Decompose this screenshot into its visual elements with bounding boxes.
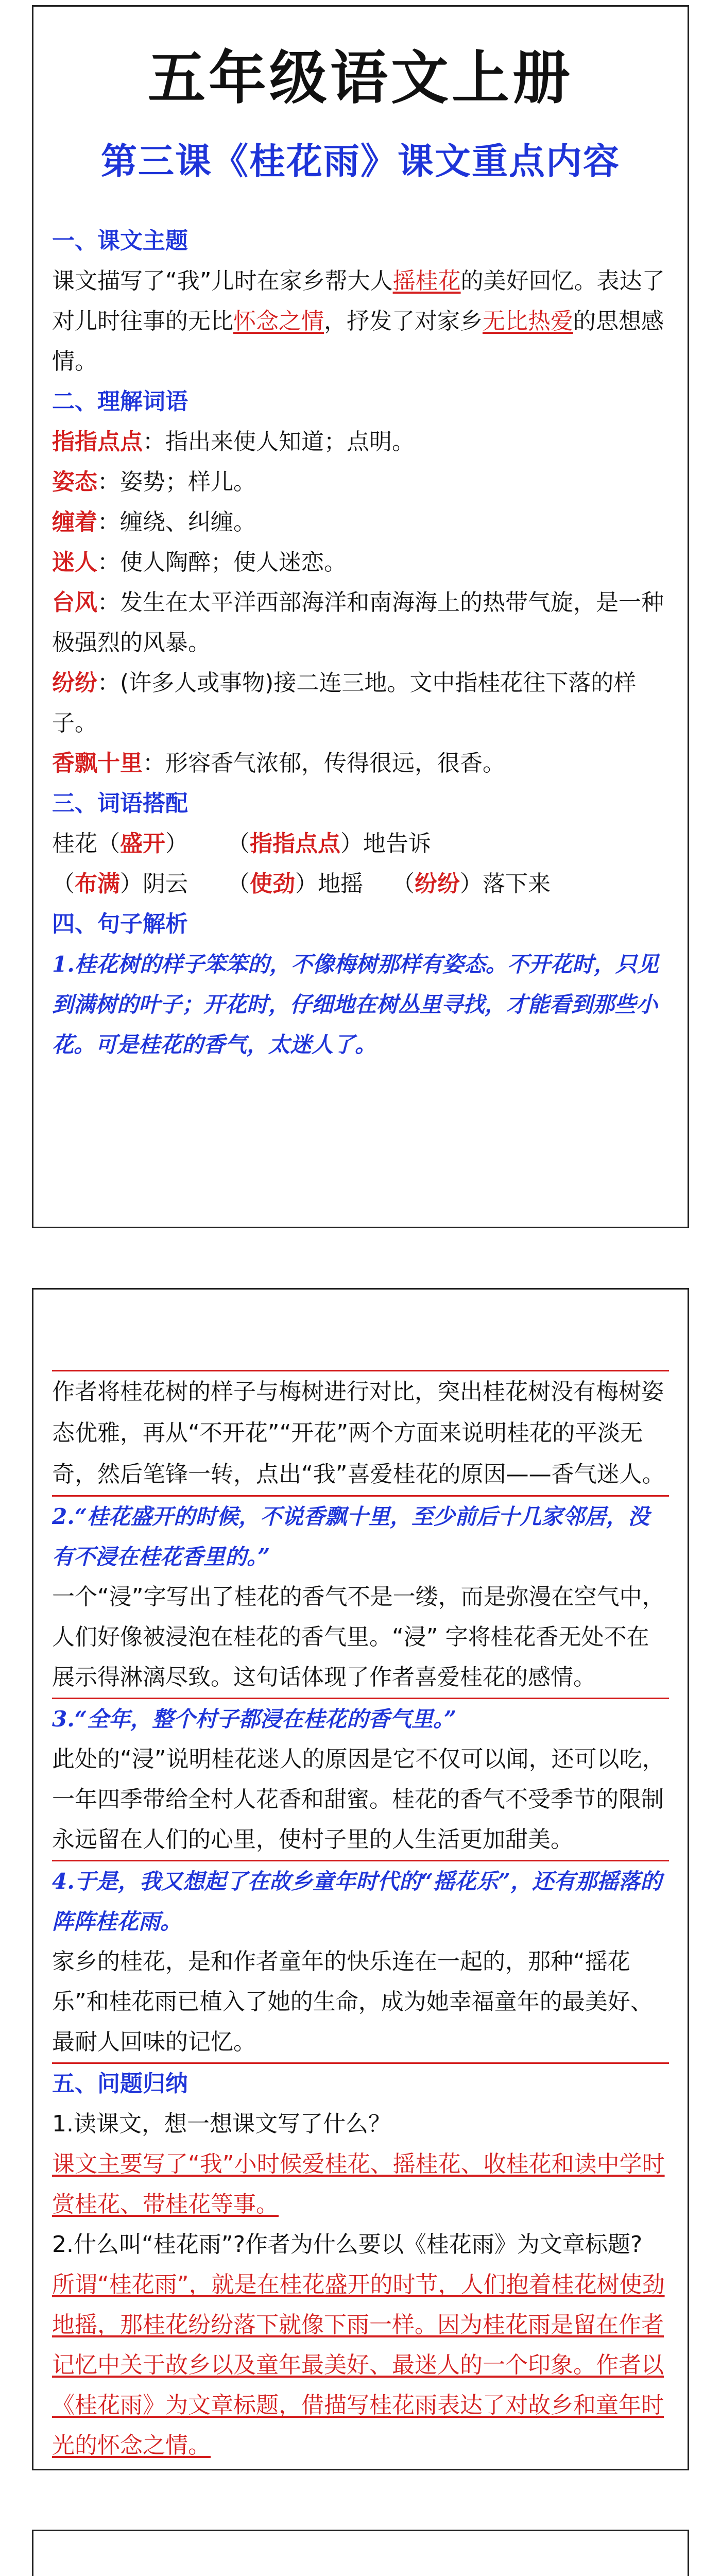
sentence-analysis: 一个“浸”字写出了桂花的香气不是一缕，而是弥漫在空气中，人们好像被浸泡在桂花的香气里。“浸” 字将桂花香无处不在展示得淋漓尽致。这句话体现了作者喜爱桂花的感情。 xyxy=(52,1577,669,1699)
answer-continued xyxy=(52,2573,669,2576)
vocab-item xyxy=(52,543,669,583)
vocab-def: ：使人陶醉；使人迷恋。 xyxy=(97,549,347,575)
vocab-item xyxy=(52,462,669,502)
section-sentences xyxy=(52,904,669,1065)
vocab-term: 姿态 xyxy=(52,469,97,495)
vocab-term: 香飘十里 xyxy=(52,750,143,776)
collocation-text: ） xyxy=(165,831,188,857)
page-title: 五年级语文上册 xyxy=(148,44,573,112)
vocab-def: ：(许多人或事物)接二连三地。文中指桂花往下落的样子。 xyxy=(52,670,637,736)
section-vocabulary xyxy=(52,382,669,784)
page-2 xyxy=(32,1288,689,2470)
vocab-item xyxy=(52,663,669,743)
answer: 课文主要写了“我”小时候爱桂花、摇桂花、收桂花和读中学时赏桂花、带桂花等事。 xyxy=(52,2151,665,2217)
section-heading: 一、课文主题 xyxy=(52,228,188,254)
section-heading: 五、问题归纳 xyxy=(52,2071,188,2097)
collocation-item xyxy=(227,864,392,904)
collocation-text: （ xyxy=(52,871,75,897)
vocab-item xyxy=(52,583,669,663)
collocation-text: （ xyxy=(227,831,250,857)
collocation-text: （ xyxy=(227,871,250,897)
sentence-quote: 2.“桂花盛开的时候，不说香飘十里，至少前后十几家邻居，没有不浸在桂花香里的。” xyxy=(52,1504,650,1569)
vocab-item xyxy=(52,502,669,543)
collocation-item xyxy=(52,824,227,864)
collocation-item xyxy=(227,824,431,864)
theme-text-part: 课文描写了“我”儿时在家乡帮大人 xyxy=(52,268,393,294)
theme-highlight: 怀念之情 xyxy=(233,308,324,334)
vocab-item xyxy=(52,422,669,462)
vocab-term: 纷纷 xyxy=(52,670,97,696)
vocab-term: 台风 xyxy=(52,589,97,616)
collocation-text: 桂花（ xyxy=(52,831,120,857)
section-heading: 二、理解词语 xyxy=(52,388,188,415)
collocation-text: ）落下来 xyxy=(460,871,551,897)
collocation-answer: 使劲 xyxy=(250,871,295,897)
vocab-item xyxy=(52,743,669,784)
collocation-item xyxy=(52,864,227,904)
answer: 所谓“桂花雨”，就是在桂花盛开的时节，人们抱着桂花树使劲地摇，那桂花纷纷落下就像下雨一样。因为桂花雨是留在作者记忆中关于故乡以及童年最美好、最迷人的一个印象。作者以《桂花雨》为文章标题，借描写桂花雨表达了对故乡和童年时光的怀念之情。 xyxy=(52,2272,665,2459)
collocation-text: ）地摇 xyxy=(295,871,363,897)
collocation-text: （ xyxy=(392,871,415,897)
section-theme xyxy=(52,221,669,382)
theme-text-part: ，抒发了对家乡 xyxy=(324,308,483,334)
question: 2.什么叫“桂花雨”?作者为什么要以《桂花雨》为文章标题? xyxy=(52,2231,643,2258)
vocab-term: 迷人 xyxy=(52,549,97,575)
vocab-def: ：指出来使人知道；点明。 xyxy=(143,429,415,455)
sentence-quote: 4.于是，我又想起了在故乡童年时代的“摇花乐”，还有那摇落的阵阵桂花雨。 xyxy=(52,1869,662,1934)
vocab-def: ：缠绕、纠缠。 xyxy=(97,509,256,535)
theme-text xyxy=(52,261,669,382)
section-heading: 四、句子解析 xyxy=(52,911,188,937)
vocab-term: 指指点点 xyxy=(52,429,143,455)
sentence-analysis: 作者将桂花树的样子与梅树进行对比，突出桂花树没有梅树姿态优雅，再从“不开花”“开花”两个方面来说明桂花的平淡无奇，然后笔锋一转，点出“我”喜爱桂花的原因——香气迷人。 xyxy=(52,1370,669,1497)
collocation-answer: 指指点点 xyxy=(250,831,340,857)
theme-text-part: 的美好回忆。表达了对儿时往事的无比 xyxy=(52,268,665,334)
lesson-subtitle: 第三课《桂花雨》课文重点内容 xyxy=(101,140,620,182)
page-3 xyxy=(32,2530,689,2576)
sentence-analysis: 此处的“浸”说明桂花迷人的原因是它不仅可以闻，还可以吃，一年四季带给全村人花香和甜蜜。桂花的香气不受季节的限制永远留在人们的心里，使村子里的人生活更加甜美。 xyxy=(52,1739,669,1861)
vocab-def: ：姿势；样儿。 xyxy=(97,469,256,495)
vocab-def: ：形容香气浓郁，传得很远，很香。 xyxy=(143,750,505,776)
theme-highlight: 摇桂花 xyxy=(392,268,461,294)
page-1 xyxy=(32,5,689,1228)
theme-text-part: 的思想感情。 xyxy=(52,308,664,375)
collocation-text: ）地告诉 xyxy=(340,831,431,857)
sentence-analysis: 家乡的桂花，是和作者童年的快乐连在一起的，那种“摇花乐”和桂花雨已植入了她的生命，成为她幸福童年的最美好、最耐人回味的记忆。 xyxy=(52,1942,669,2064)
collocation-answer: 纷纷 xyxy=(415,871,460,897)
section-collocations xyxy=(52,784,669,904)
collocation-row xyxy=(52,824,669,864)
section-heading: 三、词语搭配 xyxy=(52,790,188,817)
collocation-text: ）阴云 xyxy=(120,871,188,897)
sentence-quote: 1.桂花树的样子笨笨的，不像梅树那样有姿态。不开花时，只见到满树的叶子；开花时，仔细地在树丛里寻找，才能看到那些小花。可是桂花的香气，太迷人了。 xyxy=(52,952,659,1057)
collocation-answer: 盛开 xyxy=(120,831,165,857)
question: 1.读课文，想一想课文写了什么？ xyxy=(52,2111,391,2137)
collocation-item xyxy=(392,864,551,904)
vocab-term: 缠着 xyxy=(52,509,97,535)
sentence-quote: 3.“全年，整个村子都浸在桂花的香气里。” xyxy=(52,1706,457,1732)
collocation-answer: 布满 xyxy=(75,871,120,897)
collocation-row xyxy=(52,864,669,904)
vocab-def: ：发生在太平洋西部海洋和南海海上的热带气旋，是一种极强烈的风暴。 xyxy=(52,589,664,656)
theme-highlight: 无比热爱 xyxy=(483,308,573,334)
